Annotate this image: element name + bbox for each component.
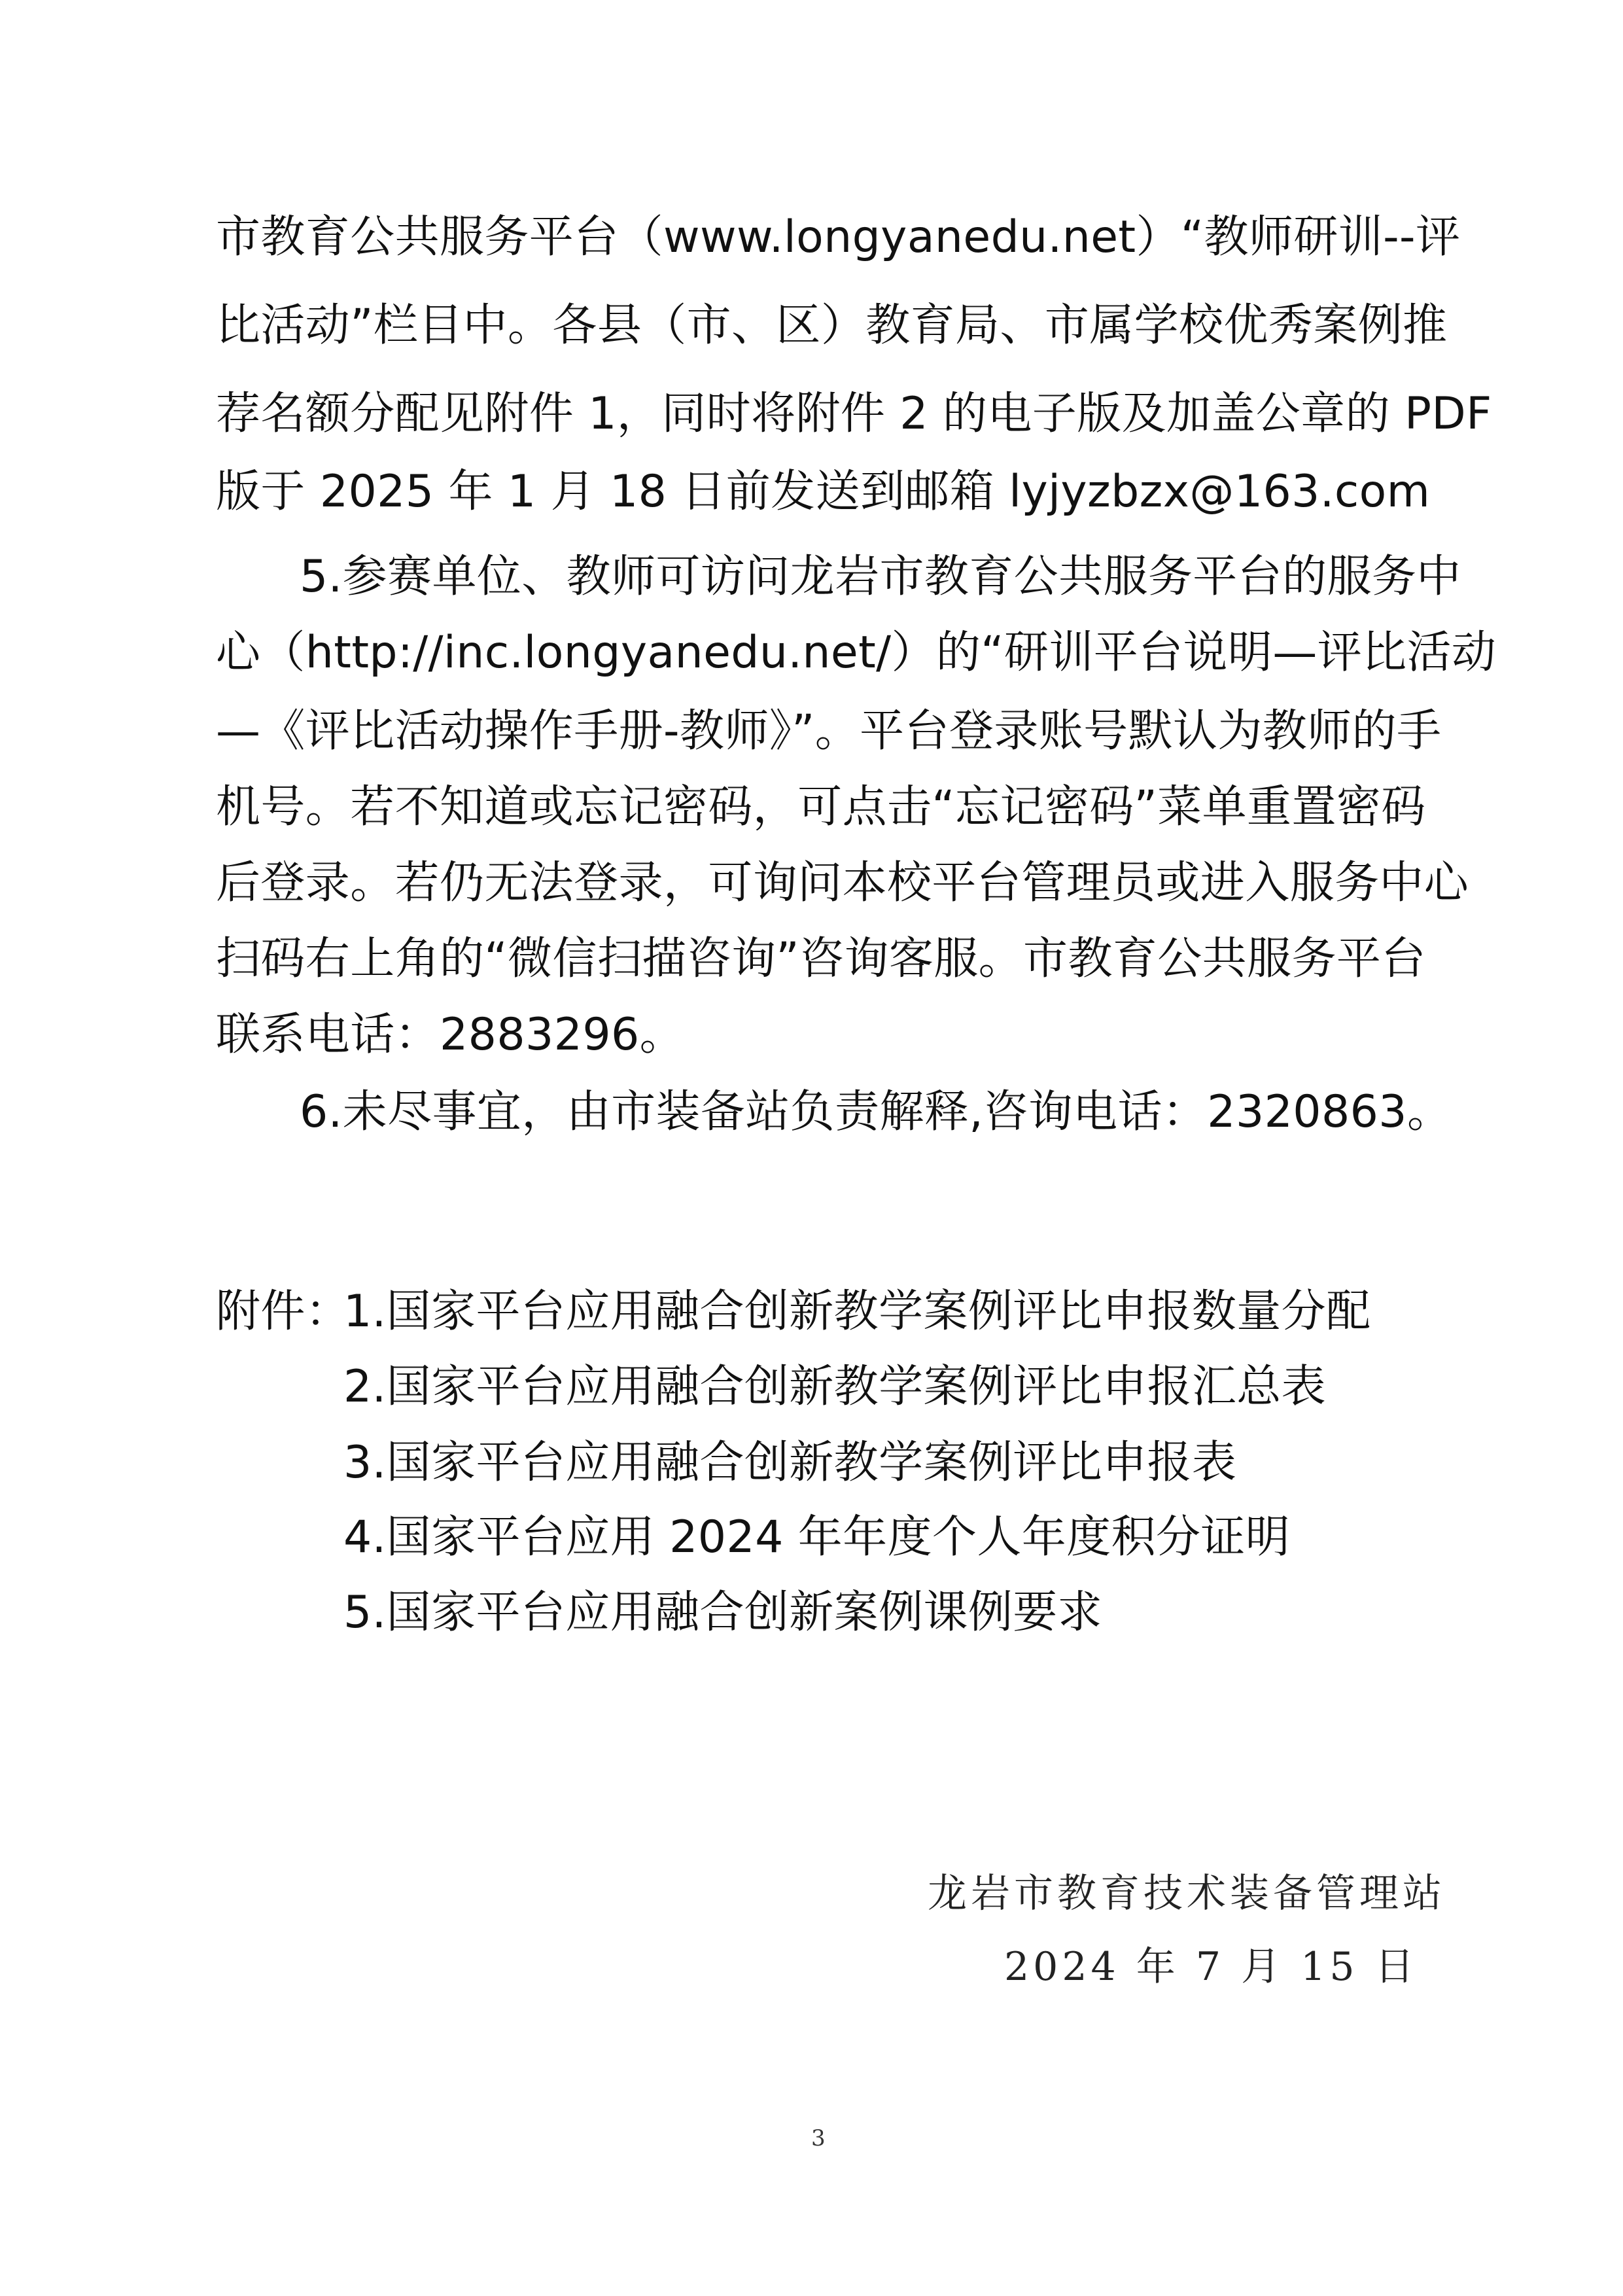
item6-line: 6.未尽事宜，由市装备站负责解释,咨询电话：2320863。	[300, 1086, 1452, 1138]
attachment-item: 2.国家平台应用融合创新教学案例评比申报汇总表	[343, 1361, 1327, 1413]
signature-date: 2024 年 7 月 15 日	[1004, 1944, 1418, 1990]
item5-line: 后登录。若仍无法登录，可询问本校平台管理员或进入服务中心	[216, 857, 1469, 909]
paragraph-line: 荐名额分配见附件 1，同时将附件 2 的电子版及加盖公章的 PDF	[216, 388, 1492, 440]
attachment-item: 5.国家平台应用融合创新案例课例要求	[343, 1587, 1103, 1638]
attachment-item: 4.国家平台应用 2024 年年度个人年度积分证明	[343, 1511, 1291, 1563]
item5-line: 机号。若不知道或忘记密码，可点击“忘记密码”菜单重置密码	[216, 781, 1426, 833]
item5-line: 5.参赛单位、教师可访问龙岩市教育公共服务平台的服务中	[300, 551, 1461, 603]
item5-line: 联系电话：2883296。	[216, 1009, 685, 1061]
page-number: 3	[811, 2125, 826, 2151]
attachment-item: 1.国家平台应用融合创新教学案例评比申报数量分配	[343, 1286, 1371, 1337]
signature-organization: 龙岩市教育技术装备管理站	[928, 1871, 1446, 1916]
paragraph-line: 版于 2025 年 1 月 18 日前发送到邮箱 lyjyzbzx@163.com	[216, 466, 1431, 518]
item5-line: 心（http://inc.longyanedu.net/）的“研训平台说明—评比活动	[216, 627, 1497, 679]
item5-line: —《评比活动操作手册-教师》”。平台登录账号默认为教师的手	[216, 705, 1442, 757]
paragraph-line: 比活动”栏目中。各县（市、区）教育局、市属学校优秀案例推	[216, 300, 1448, 351]
paragraph-line: 市教育公共服务平台（www.longyanedu.net）“教师研训--评	[216, 211, 1461, 263]
attachment-item: 3.国家平台应用融合创新教学案例评比申报表	[343, 1437, 1237, 1489]
attachments-label: 附件：	[216, 1286, 351, 1337]
item5-line: 扫码右上角的“微信扫描咨询”咨询客服。市教育公共服务平台	[216, 933, 1426, 985]
